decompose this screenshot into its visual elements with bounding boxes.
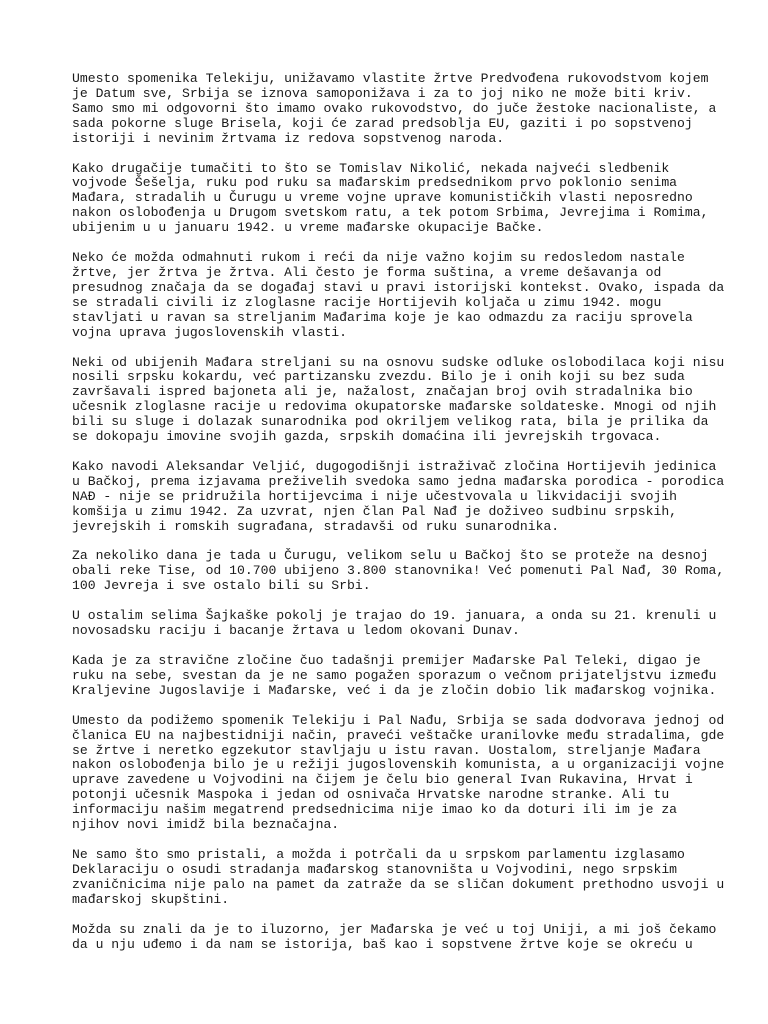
text-line: nakon oslobođenja u Drugom svetskom ratu, a tek potom Srbima, Jevrejima i Romima,: [72, 205, 709, 221]
text-line: Kako navodi Aleksandar Veljić, dugogodišnji istraživač zločina Hortijevih jedinica: [72, 458, 717, 474]
text-line: mađarskoj skupštini.: [72, 891, 230, 907]
text-line: Možda su znali da je to iluzorno, jer Mađarska je već u toj Uniji, a mi još čekamo: [72, 921, 717, 937]
text-line: žrtve, jer žrtva je žrtva. Ali često je forma suština, a vreme dešavanja od: [72, 264, 662, 280]
text-line: nosili srpsku kokardu, već partizansku zvezdu. Bilo je i onih koji su bez suda: [72, 369, 685, 385]
paragraph: [72, 653, 717, 699]
text-line: članica EU na najbestidniji način, praveći veštačke uranilovke među stradalima, gde: [72, 727, 725, 743]
text-line: komšija u zimu 1942. Za uzvrat, njen član Pal Nađ je doživeo sudbinu srpskih,: [72, 503, 678, 519]
text-line: ubijenim u u januaru 1942. u vreme mađarske okupacije Bačke.: [72, 220, 544, 236]
text-line: se stradali civili iz zloglasne racije Hortijevih koljača u zimu 1942. mogu: [72, 294, 662, 310]
text-line: vojna uprava jugoslovenskih vlasti.: [72, 324, 348, 340]
text-line: obali reke Tise, od 10.700 ubijeno 3.800 stanovnika! Već pomenuti Pal Nađ, 30 Roma,: [72, 563, 725, 579]
text-line: istoriji i nevinim žrtvama iz redova sopstvenog naroda.: [72, 130, 505, 146]
paragraph: [72, 608, 717, 639]
text-line: bili su sluge i dolazak sunarodnika pod okriljem velikog rata, bila je prilika da: [72, 414, 709, 430]
paragraph: [72, 846, 725, 908]
text-line: Samo smo mi odgovorni što imamo ovako rukovodstvo, do juče žestoke nacionaliste, a: [72, 100, 717, 116]
text-line: Neko će možda odmahnuti rukom i reći da nije važno kojim su redosledom nastale: [72, 250, 685, 266]
text-line: uprave zavedene u Vojvodini na čijem je čelu bio general Ivan Rukavina, Hrvat i: [72, 772, 693, 788]
text-line: 100 Jevreja i sve ostalo bili su Srbi.: [72, 578, 371, 594]
text-line: Ne samo što smo pristali, a možda i potrčali da u srpskom parlamentu izglasamo: [72, 846, 685, 862]
text-line: NAĐ - nije se pridružila hortijevcima i nije učestvovala u likvidaciji svojih: [72, 488, 678, 504]
text-line: vojvode Šešelja, ruku pod ruku sa mađarskim predsednikom prvo poklonio senima: [72, 175, 678, 191]
article-body: [72, 71, 725, 967]
text-line: nakon oslobođenja bilo je u režiji jugoslovenskih komunista, a u organizaciji vojne: [72, 757, 725, 773]
text-line: U ostalim selima Šajkaške pokolj je trajao do 19. januara, a onda su 21. krenuli u: [72, 608, 717, 624]
text-line: Kada je za stravične zločine čuo tadašnji premijer Mađarske Pal Teleki, digao je: [72, 653, 701, 668]
text-line: stavljati u ravan sa streljanim Mađarima koje je kao odmazdu za raciju sprovela: [72, 309, 693, 325]
text-line: Neki od ubijenih Mađara streljani su na osnovu sudske odluke oslobodilaca koji nisu: [72, 354, 725, 370]
text-line: se dokopaju imovine svojih gazda, srpskih domaćina ili jevrejskih trgovaca.: [72, 429, 662, 445]
text-line: Za nekoliko dana je tada u Čurugu, velikom selu u Bačkoj što se proteže na desnoj: [72, 548, 709, 564]
text-line: potonji učesnik Maspoka i jedan od osnivača Hrvatske narodne stranke. Ali tu: [72, 787, 670, 803]
text-line: u Bačkoj, prema izjavama preživelih svedoka samo jedna mađarska porodica - porodica: [72, 473, 725, 489]
text-line: presudnog značaja da se događaj stavi u pravi istorijski kontekst. Ovako, ispada da: [72, 279, 725, 295]
text-line: završavali ispred bajoneta ali je, nažalost, značajan broj ovih stradalnika bio: [72, 384, 693, 400]
text-line: Mađara, stradalih u Čurugu u vreme vojne uprave komunističkih vlasti neposredno: [72, 190, 693, 206]
text-line: da u nju uđemo i da nam se istorija, baš kao i sopstvene žrtve koje se okreću u: [72, 936, 693, 952]
text-line: informaciju našim megatrend predsednicima nije imao ko da doturi ili im je za: [72, 802, 678, 818]
text-line: Deklaraciju o osudi stradanja mađarskog stanovništa u Vojvodini, nego srpskim: [72, 861, 678, 877]
text-line: je Datum sve, Srbija se iznova samoponižava i za to joj niko ne može biti kriv.: [72, 85, 693, 101]
text-line: zvaničnicima nije palo na pamet da zatraže da se sličan dokument prethodno usvoji u: [72, 876, 725, 892]
text-line: učesnik zloglasne racije u redovima okupatorske mađarske soldateske. Mnogi od njih: [72, 399, 717, 415]
text-line: Kako drugačije tumačiti to što se Tomislav Nikolić, nekada najveći sledbenik: [72, 160, 670, 176]
paragraph: [72, 548, 725, 594]
text-line: ruku na sebe, svestan da je ne samo pogažen sporazum o večnom prijateljstvu između: [72, 667, 717, 683]
paragraph: [72, 71, 717, 147]
text-line: njihov novi imidž bila beznačajna.: [72, 817, 340, 833]
text-line: novosadsku raciju i bacanje žrtava u ledom okovani Dunav.: [72, 623, 520, 639]
paragraph: [72, 712, 725, 833]
paragraph: [72, 354, 725, 445]
text-line: Umesto spomenika Telekiju, unižavamo vlastite žrtve Predvođena rukovodstvom kojem: [72, 71, 709, 86]
text-line: Kraljevine Jugoslavije i Mađarske, već i da je zločin dobio lik mađarskog vojnika.: [72, 682, 717, 698]
paragraph: [72, 162, 712, 237]
text-line: jevrejskih i romskih sugrađana, stradavši od ruku sunarodnika.: [72, 518, 560, 534]
paragraph: [72, 921, 717, 953]
text-line: Umesto da podižemo spomenik Telekiju i Pal Nađu, Srbija se sada dodvorava jednoj od: [72, 712, 725, 728]
text-line: se žrtve i neretko egzekutor stavljaju u istu ravan. Uostalom, streljanje Mađara: [72, 742, 701, 758]
paragraph: [72, 458, 725, 535]
paragraph: [72, 250, 725, 340]
text-line: sada pokorne sluge Brisela, koji će zarad predsoblja EU, gaziti i po sopstvenoj: [72, 115, 693, 131]
